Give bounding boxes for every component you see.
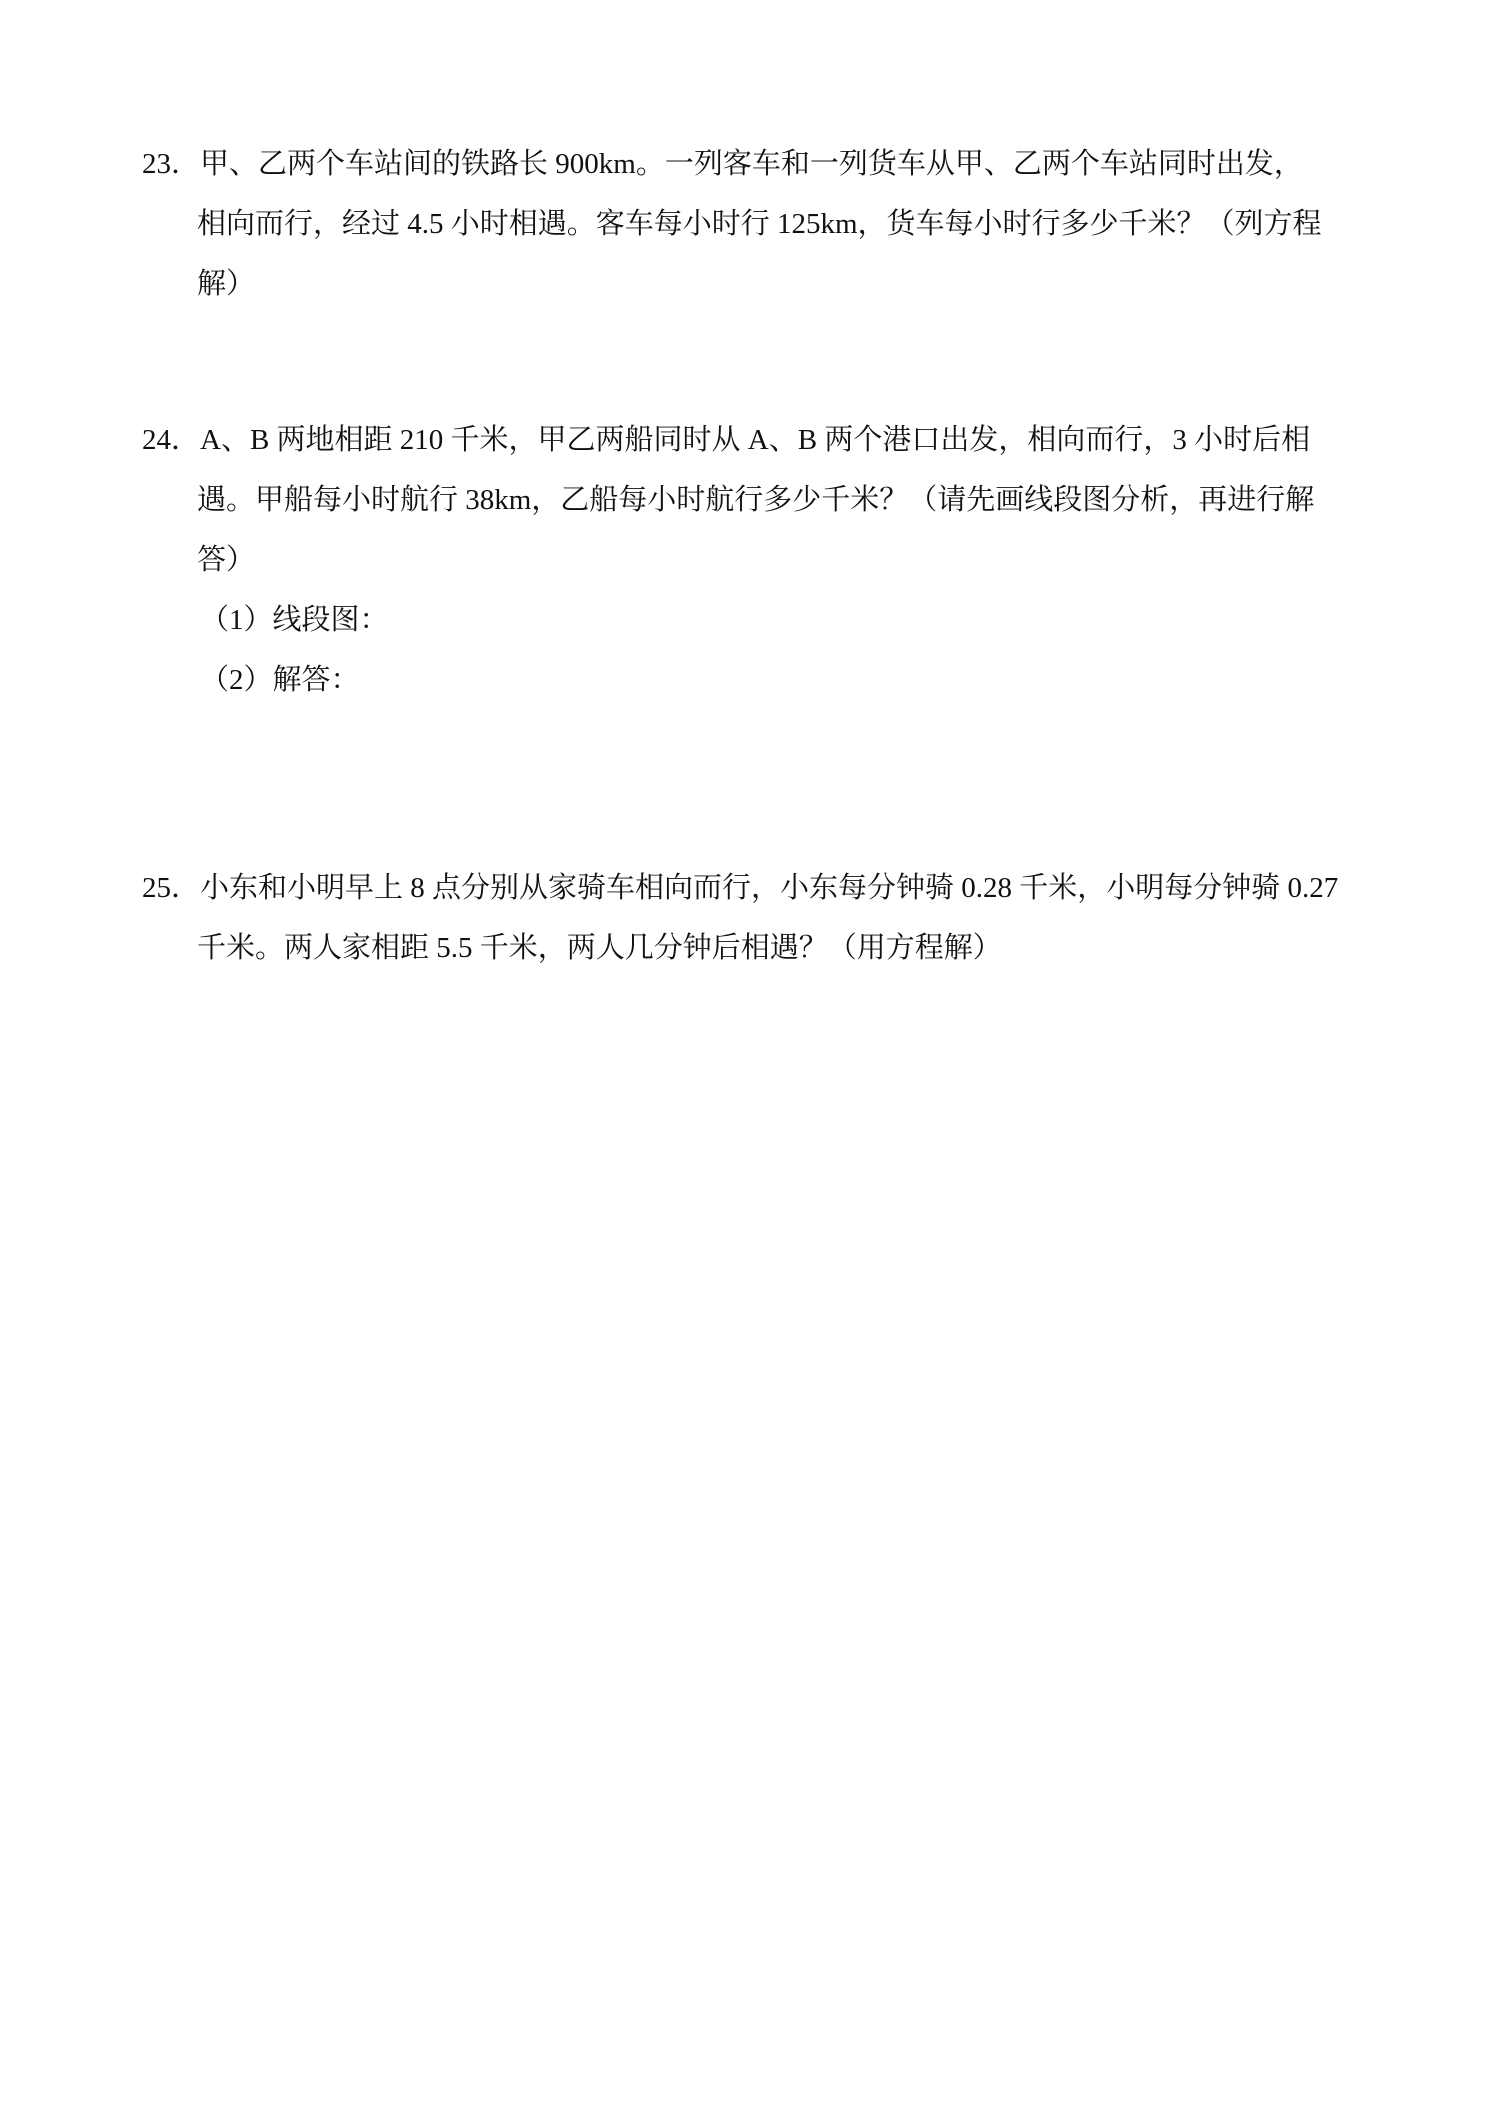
problem-line [142,134,1352,194]
problem-number: 24． [142,424,201,456]
problem-25 [142,858,1352,978]
problem-text: 甲、乙两个车站间的铁路长 900km。一列客车和一列货车从甲、乙两个车站同时出发， [200,148,1303,180]
problem-text: 小东和小明早上 8 点分别从家骑车相向而行，小东每分钟骑 0.28 千米，小明每分钟骑 0.27 [200,872,1339,904]
subpart-line-diagram: （1）线段图： [200,604,389,636]
problem-23 [142,134,1352,314]
problem-line: 遇。甲船每小时航行 38km，乙船每小时航行多少千米？（请先画线段图分析，再进行解 [197,484,1315,516]
problem-number: 25． [142,872,201,904]
problem-line: 相向而行，经过 4.5 小时相遇。客车每小时行 125km，货车每小时行多少千米？（列方程 [197,208,1322,240]
problem-line: 答） [197,544,256,576]
problem-line: 解） [197,268,256,300]
problem-line [142,858,1352,918]
problem-line [142,410,1352,470]
subpart-answer: （2）解答： [200,664,360,696]
problem-line: 千米。两人家相距 5.5 千米，两人几分钟后相遇？（用方程解） [197,932,1002,964]
problem-number: 23． [142,148,201,180]
problem-24 [142,410,1352,710]
problem-text: A、B 两地相距 210 千米，甲乙两船同时从 A、B 两个港口出发，相向而行，3 小时后相 [200,424,1311,456]
